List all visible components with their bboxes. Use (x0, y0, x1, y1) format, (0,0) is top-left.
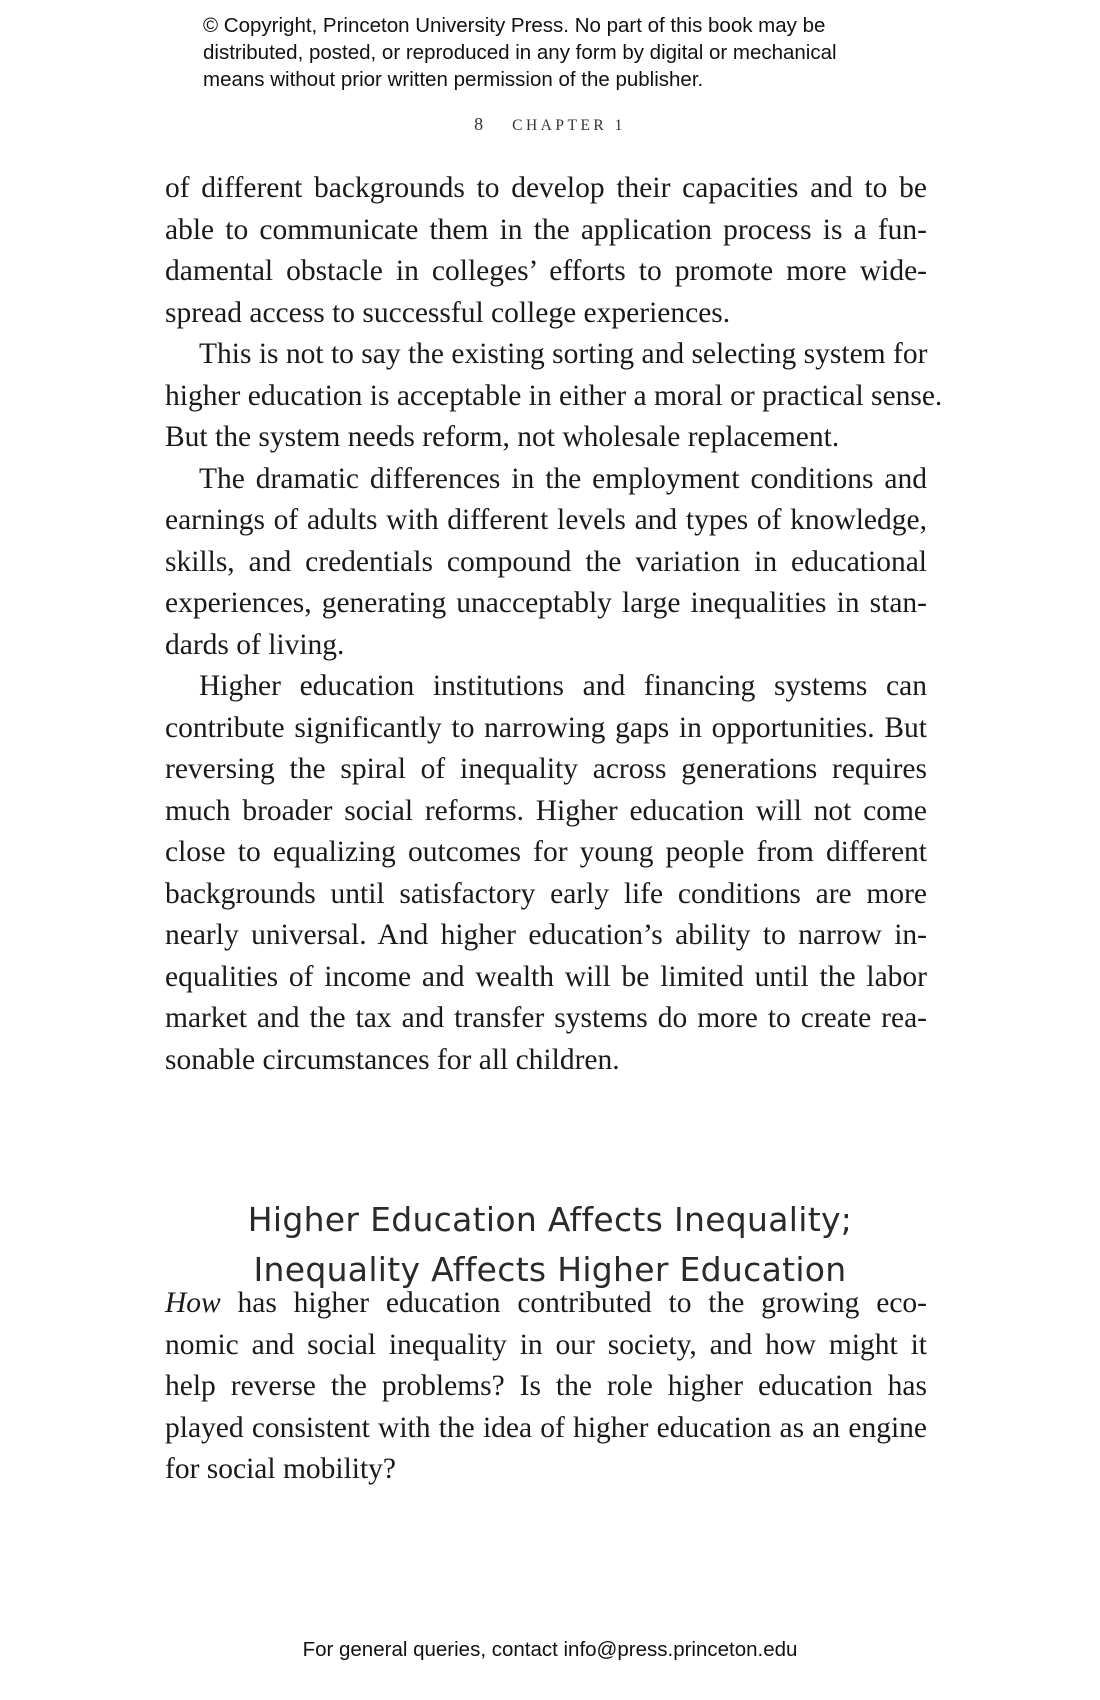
text-line: sonable circumstances for all children. (165, 1043, 620, 1076)
text-line: damental obstacle in colleges’ efforts to promote more wide- (165, 255, 927, 287)
text-line: equalities of income and wealth will be limited until the labor (165, 960, 927, 993)
page-number: 8 (474, 114, 487, 134)
text-line: contribute significantly to narrowing gaps in opportunities. But (165, 711, 927, 744)
copyright-line: © Copyright, Princeton University Press. No part of this book may be (203, 14, 826, 37)
section-heading-line: Higher Education Affects Inequality; (247, 1200, 853, 1240)
text-line: nearly universal. And higher education’s ability to narrow in- (165, 919, 927, 951)
italic-word: How (165, 1287, 221, 1319)
text-line: The dramatic differences in the employment conditions and (199, 462, 927, 495)
copyright-line: means without prior written permission of the publisher. (203, 68, 704, 91)
text-line: But the system needs reform, not wholesale replacement. (165, 421, 840, 453)
text-line: help reverse the problems? Is the role higher education has (165, 1370, 927, 1402)
section-heading (0, 1195, 1100, 1295)
text-line: for social mobility? (165, 1453, 397, 1485)
copyright-line: distributed, posted, or reproduced in any form by digital or mechanical (203, 41, 837, 64)
copyright-notice (203, 12, 963, 93)
text-line: played consistent with the idea of higher education as an engine (165, 1411, 927, 1444)
text-line: market and the tax and transfer systems do more to create rea- (165, 1002, 927, 1034)
text-line: backgrounds until satisfactory early life conditions are more (165, 877, 927, 910)
running-head (0, 114, 1100, 135)
body-text-block (165, 168, 943, 1081)
text-fragment: has higher education contributed to the growing eco- (220, 1287, 927, 1319)
text-line: dards of living. (165, 628, 345, 661)
footer-contact: For general queries, contact info@press.princeton.edu (302, 1638, 798, 1661)
text-line: spread access to successful college experiences. (165, 296, 731, 329)
text-line: reversing the spiral of inequality across generations requires (165, 753, 927, 785)
text-line: of different backgrounds to develop their capacities and to be (165, 172, 927, 204)
body-text-block (165, 1283, 927, 1491)
text-line: nomic and social inequality in our society, and how might it (165, 1328, 927, 1361)
text-line: Higher education institutions and financing systems can (199, 670, 927, 702)
text-line: much broader social reforms. Higher education will not come (165, 794, 927, 827)
text-line: close to equalizing outcomes for young people from different (165, 836, 927, 868)
section-heading-line: Inequality Affects Higher Education (253, 1250, 847, 1290)
text-line: earnings of adults with different levels and types of knowledge, (165, 504, 927, 536)
text-line: able to communicate them in the application process is a fun- (165, 213, 927, 246)
text-line: skills, and credentials compound the variation in educational (165, 545, 927, 578)
text-line: experiences, generating unacceptably large inequalities in stan- (165, 587, 927, 619)
text-line: This is not to say the existing sorting and selecting system for (199, 338, 928, 370)
chapter-label: CHAPTER 1 (512, 117, 626, 134)
text-line: higher education is acceptable in either a moral or practical sense. (165, 379, 943, 412)
text-line (165, 1283, 927, 1325)
